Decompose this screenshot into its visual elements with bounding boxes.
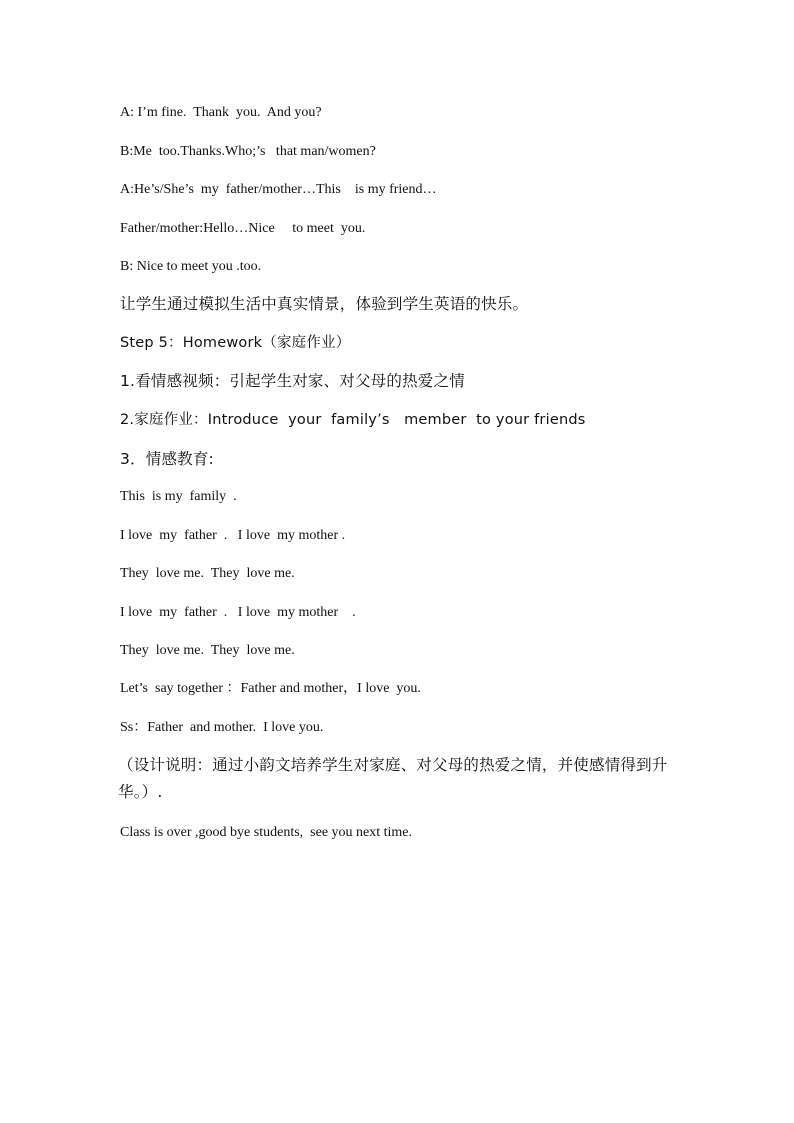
homework-item-3: 3．情感教育: [120,450,214,468]
design-note-paragraph: （设计说明：通过小韵文培养学生对家庭、对父母的热爱之情，并使感情得到升华。）. [118,756,668,801]
dialogue-line-a-father-mother: A:He’s/She’s my father/mother…This is my friend… [120,182,437,197]
homework-item-1: 1.看情感视频：引起学生对家、对父母的热爱之情 [120,372,465,390]
homework-item-2: 2.家庭作业：Introduce your family’s member to your friends [120,412,586,428]
dialogue-line-b-nice: B: Nice to meet you .too. [120,259,262,274]
poem-line-5: They love me. They love me. [120,643,295,658]
poem-line-1: This is my family . [120,489,237,504]
poem-line-3: They love me. They love me. [120,566,295,581]
poem-line-2: I love my father . I love my mother . [120,528,346,543]
dialogue-line-b-who: B:Me too.Thanks.Who;’s that man/women? [120,144,376,159]
poem-line-4: I love my father . I love my mother . [120,605,356,620]
teaching-note-line: 让学生通过模拟生活中真实情景，体验到学生英语的快乐。 [120,295,529,313]
dialogue-line-a-fine: A: I’m fine. Thank you. And you? [120,105,322,120]
students-response-line: Ss：Father and mother. I love you. [120,720,324,735]
closing-line: Class is over ,good bye students, see you next time. [120,825,413,840]
say-together-line: Let’s say together ：Father and mother，I love you. [120,681,421,696]
step-5-heading: Step 5：Homework（家庭作业） [120,335,351,351]
dialogue-line-father-mother-hello: Father/mother:Hello…Nice to meet you. [120,221,366,236]
